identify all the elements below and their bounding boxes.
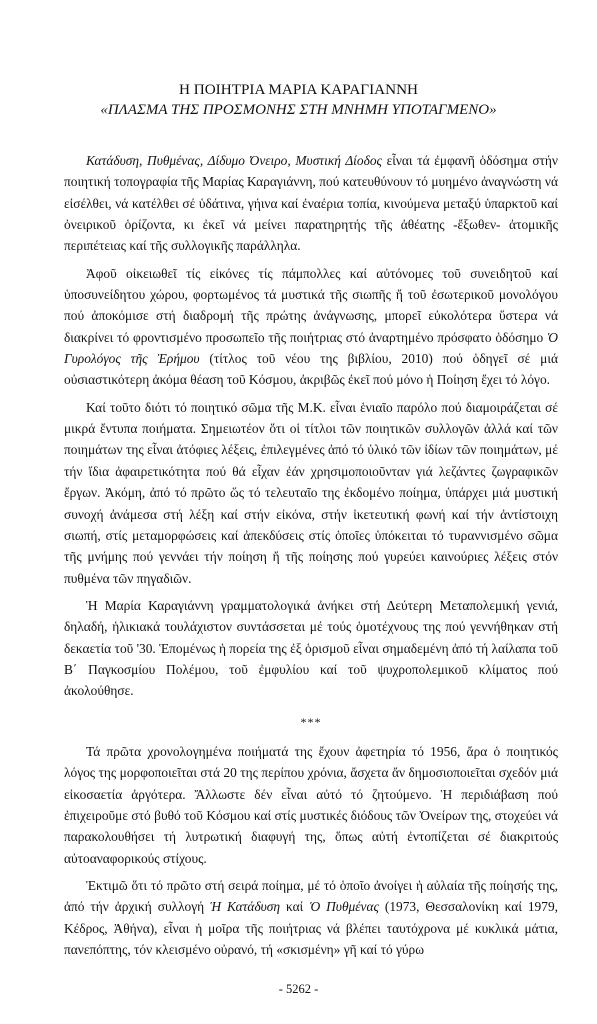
article-body — [64, 150, 558, 960]
paragraph — [64, 741, 558, 869]
article-header — [0, 80, 597, 120]
paragraph-text: (1973, Θεσσαλονίκη καί 1979, Κέδρος, Ἀθήνα), εἶναι ἡ μοῖρα τῆς ποιήτριας νά βλέπει ταυτόχρονα μέ κυκλικά μάτια, πανεπόπτης, τόν κλεισμένο οὐρανό, τή «σκισμένη» γῆ καί τό γύρω — [64, 899, 558, 958]
italic-title-text: Ὁ Γυρολόγος τῆς Ἐρήμου — [64, 329, 558, 367]
paragraph — [64, 595, 558, 702]
paragraph-text: εἶναι τά ἐμφανῆ ὁδόσημα στήν ποιητική τοπογραφία τῆς Μαρίας Καραγιάννη, πού κατευθύνουν τό μυημένο ἀναγνώστη νά εἰσέλθει, νά κατέλθει σέ ὑδάτινα, γήινα καί ἐναέρια τοπία, κινούμενα μεταξύ ὑπαρκτοῦ καί ὀνειρικοῦ ὁρίζοντα, κι ἐκεῖ νά μείνει παρατηρητής τῆς ἀθέατης -ἔξωθεν- ἀτομικῆς περιπέτειας καί τῆς συλλογικῆς παράλληλα. — [64, 153, 558, 254]
italic-title-text: Ἡ Κατάδυση — [210, 899, 281, 915]
italic-title-text: Ὁ Πυθμένας — [309, 899, 379, 915]
paragraph-text: Ἡ Μαρία Καραγιάννη γραμματολογικά ἀνήκει στή Δεύτερη Μεταπολεμική γενιά, δηλαδή, ἡλικιακά τουλάχιστον συντάσσεται μέ τούς ὁμοτέχνους της πού γεννήθηκαν στή δεκαετία τοῦ '30. Ἑπομένως ἡ πορεία της ἐξ ὁρισμοῦ εἶναι σημαδεμένη ἀπό τή λαίλαπα τοῦ Β΄ Παγκοσμίου Πολέμου, τοῦ ἐμφυλίου καί τοῦ ψυχροπολεμικοῦ κλίματος πού ἀκολούθησε. — [64, 597, 558, 699]
section-separator: *** — [300, 714, 322, 729]
paragraph-text: Τά πρῶτα χρονολογημένα ποιήματά της ἔχουν ἀφετηρία τό 1956, ἄρα ὁ ποιητικός λόγος της μορφοποιεῖται στά 20 της περίπου χρόνια, ἄσχετα ἄν δημοσιοποιεῖται σχεδόν μιά εἰκοσαετία ἀργότερα. Ἄλλωστε δέν εἶναι αὐτό τό ζητούμενο. Ἡ περιδιάβαση πού ἐπιχειροῦμε στό βυθό τοῦ Κόσμου καί στίς μυστικές διόδους τῶν Ὀνείρων της, στοχεύει νά παρακολουθήσει τή λυτρωτική διαφυγή της, ὅπως αὐτή ἐντοπίζεται σέ διακριτούς αὐτοαναφορικούς στίχους. — [64, 743, 558, 866]
paragraph-text: Καί τοῦτο διότι τό ποιητικό σῶμα τῆς Μ.Κ. εἶναι ἑνιαῖο παρόλο πού διαμοιράζεται σέ μικρά ἔντυπα ποιήματα. Σημειωτέον ὅτι οἱ τίτλοι τῶν ποιητικῶν συλλογῶν ἀλλά καί τῶν ποιημάτων της εἶναι ἀτόφιες λέξεις, ἐπιλεγμένες ἀπό τό ὑλικό τῶν ἰδίων τῶν ποιημάτων, μέ τήν ἴδια ἀφαιρετικότητα πού θά εἶχαν ἐάν χρησιμοποιοῦνταν γιά λεζάντες ζωγραφικῶν ἔργων. Ἀκόμη, ἀπό τό πρῶτο ὥς τό τελευταῖο της ἐκδομένο ποίημα, ὑπάρχει μιά μυστική συνοχή ἀνάμεσα στή λέξη καί στήν εἰκόνα, στήν ἱκετευτική φωνή καί τήν ἀντίστοιχη σιωπή, στίς μεταμορφώσεις καί ἀπεκδύσεις στίς ὁποῖες ὑπόκειται τό τυραννισμένο σῶμα τῆς μνήμης πού γεννάει τήν ποίηση ἤ τῆς ποίησης πού γυρεύει καινούριες λέξεις στόν πυθμένα τῶν πηγαδιῶν. — [64, 399, 558, 586]
italic-title-text: Κατάδυση, Πυθμένας, Δίδυμο Όνειρο, Μυστική Δίοδος — [86, 153, 382, 168]
article-subtitle: «ΠΛΑΣΜΑ ΤΗΣ ΠΡΟΣΜΟΝΗΣ ΣΤΗ ΜΝΗΜΗ ΥΠΟΤΑΓΜΕΝΟ» — [100, 102, 497, 118]
paragraph — [64, 397, 558, 589]
paragraph-text: (τίτλος τοῦ νέου της βιβλίου, 2010) πού ὁδηγεῖ σέ μιά οὐσιαστικότερη ἀκόμα θέαση τοῦ Κόσμου, ἀκριβῶς ἐκεῖ πού μόνο ἡ Ποίηση ἔχει τό λόγο. — [64, 351, 558, 388]
paragraph-text: Ἀφοῦ οἰκειωθεῖ τίς εἰκόνες τίς πάμπολλες καί αὐτόνομες τοῦ συνειδητοῦ καί ὑποσυνείδητου χώρου, φορτωμένος τά μυστικά τῆς σιωπῆς ἤ τοῦ ἐσωτερικοῦ μονολόγου πού ἀποκόμισε στή διαδρομή τῆς πρώτης ἀνάγνωσης, μπορεῖ εὐκολότερα ὕστερα νά διακρίνει τό φροντισμένο προσωπεῖο τῆς ποιήτριας στό ἀναρτημένο πρόσφατο ὁδόσημο — [64, 265, 558, 345]
paragraph — [64, 875, 558, 960]
paragraph-text: Ἐκτιμῶ ὅτι τό πρῶτο στή σειρά ποίημα, μέ τό ὁποῖο ἀνοίγει ἡ αὐλαία τῆς ποίησής της, ἀπό τήν ἀρχική συλλογή — [64, 878, 558, 915]
article-title: Η ΠΟΙΗΤΡΙΑ ΜΑΡΙΑ ΚΑΡΑΓΙΑΝΝΗ — [178, 81, 418, 98]
paragraph-text: καί — [280, 899, 310, 915]
paragraph — [64, 150, 558, 257]
page-number: - 5262 - — [278, 982, 319, 996]
paragraph — [64, 263, 558, 391]
